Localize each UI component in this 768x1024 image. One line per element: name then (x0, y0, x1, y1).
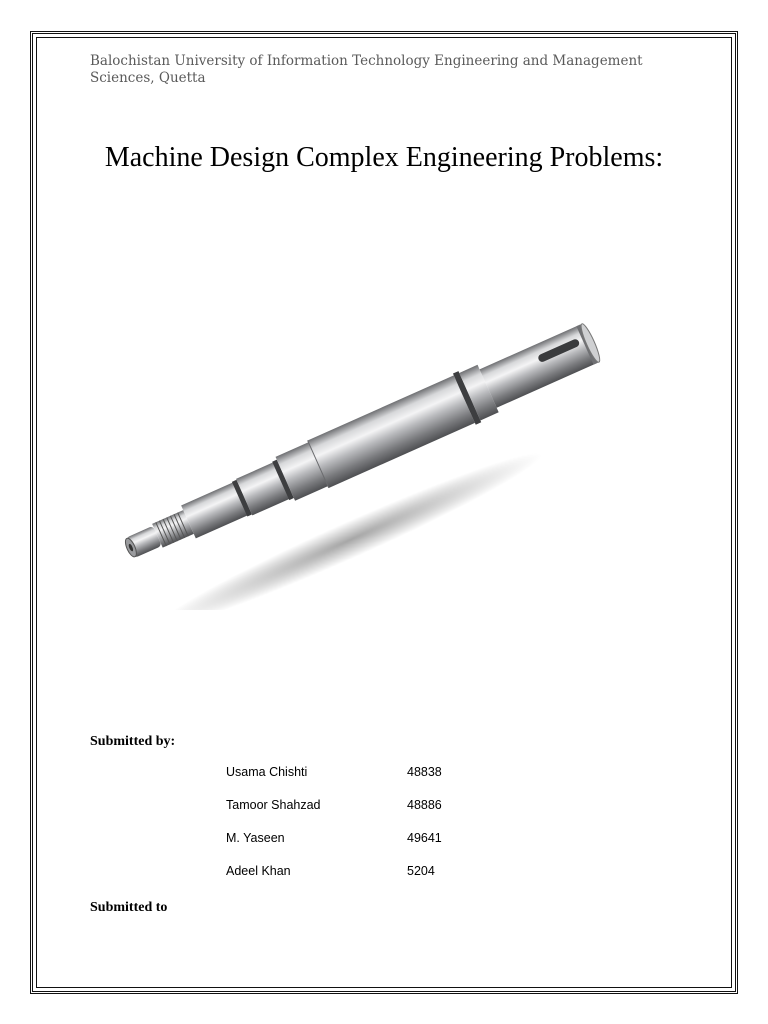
member-id: 48886 (407, 798, 442, 812)
member-name: Usama Chishti (226, 765, 308, 779)
submitted-to-label: Submitted to (90, 900, 168, 915)
submitted-by-label: Submitted by: (90, 734, 176, 749)
member-row (226, 831, 526, 849)
member-name: Adeel Khan (226, 864, 291, 878)
member-id: 5204 (407, 864, 435, 878)
institution-name: Balochistan University of Information Technology Engineering and Management Sciences, Quetta (90, 53, 643, 86)
shaft-image (100, 290, 640, 610)
member-id: 49641 (407, 831, 442, 845)
member-row (226, 798, 526, 816)
member-name: M. Yaseen (226, 831, 285, 845)
member-name: Tamoor Shahzad (226, 798, 321, 812)
member-id: 48838 (407, 765, 442, 779)
member-row (226, 765, 526, 783)
member-row (226, 864, 526, 882)
shaft-illustration (100, 290, 640, 610)
document-title: Machine Design Complex Engineering Problems: (104, 142, 664, 173)
